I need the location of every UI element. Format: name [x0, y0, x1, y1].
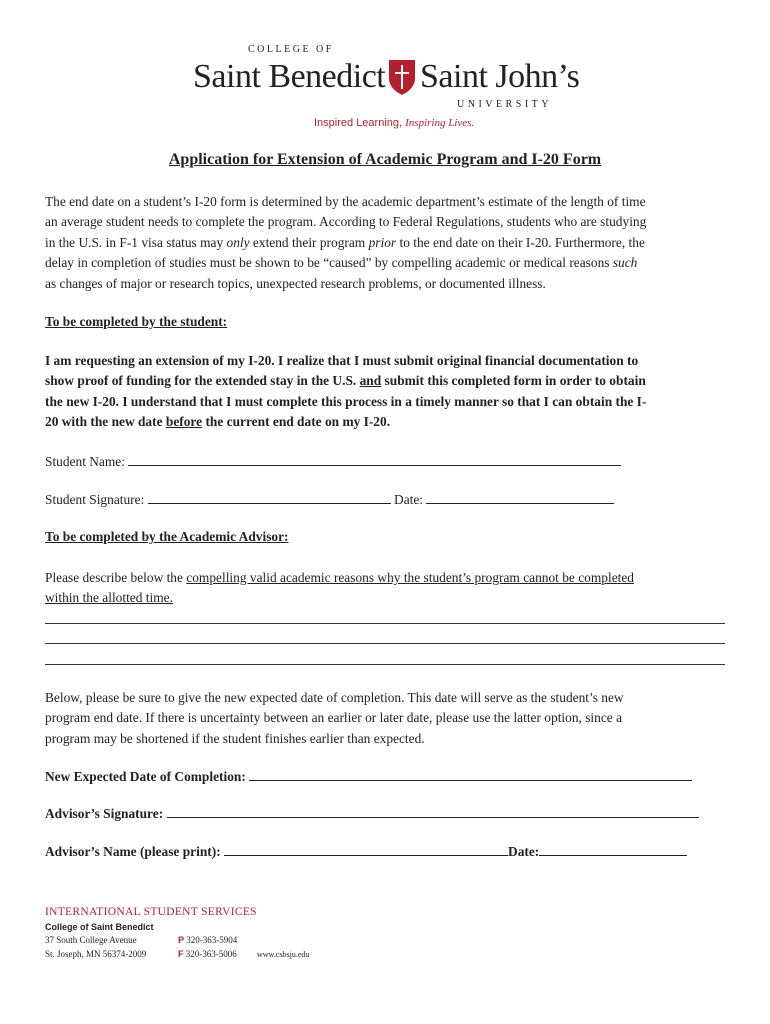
advisor-describe-prompt: Please describe below the compelling valid academic reasons why the student’s program cannot be completed within the allotted time.	[45, 570, 634, 606]
logo-saint-benedict: Saint Benedict	[193, 58, 386, 95]
advisor-name-label: Advisor’s Name (please print):	[45, 844, 221, 859]
new-date-field[interactable]	[249, 767, 692, 781]
new-date-row	[45, 767, 692, 785]
footer-website[interactable]: www.csbsju.edu	[257, 950, 310, 959]
advisor-name-row	[45, 842, 687, 860]
footer-department: INTERNATIONAL STUDENT SERVICES	[45, 906, 257, 918]
reason-line-3[interactable]	[45, 664, 725, 665]
advisor-name-field[interactable]	[224, 842, 508, 856]
logo-college-of: COLLEGE OF	[248, 44, 334, 55]
logo-saint-johns: Saint John’s	[420, 58, 580, 95]
advisor-signature-row	[45, 804, 699, 822]
advisor-section-heading: To be completed by the Academic Advisor:	[45, 529, 289, 544]
footer-fax: F 320-363-5006	[178, 949, 237, 959]
student-date-field[interactable]	[426, 490, 614, 504]
new-date-label: New Expected Date of Completion:	[45, 769, 246, 784]
student-date-label: Date:	[394, 492, 424, 507]
footer-college: College of Saint Benedict	[45, 922, 154, 932]
shield-cross-icon	[387, 58, 417, 96]
intro-paragraph: The end date on a student’s I-20 form is determined by the academic department’s estimate of the length of time an average student needs to complete the program. According to Federal Regulations, students who are studying in the U.S. in F-1 visa status may only extend their program prior to the end date on their I-20. Furthermore, the delay in completion of studies must be shown to be “caused” by compelling academic or medical reasons such as changes of major or research topics, unexpected research problems, or documented illness.	[45, 194, 647, 291]
student-signature-row	[45, 490, 614, 508]
completion-date-instructions: Below, please be sure to give the new expected date of completion. This date will serve as the student’s new program end date. If there is uncertainty between an earlier or later date, please use the latter option, since a program may be shortened if the student finishes earlier than expected.	[45, 690, 624, 746]
tagline: Inspired Learning, Inspiring Lives.	[314, 117, 475, 129]
advisor-date-field[interactable]	[539, 842, 687, 856]
student-signature-field[interactable]	[148, 490, 391, 504]
advisor-signature-label: Advisor’s Signature:	[45, 806, 164, 821]
footer-address-2: St. Joseph, MN 56374-2009	[45, 949, 147, 959]
reason-line-2[interactable]	[45, 643, 725, 644]
student-name-row	[45, 452, 621, 470]
student-section-heading: To be completed by the student:	[45, 314, 228, 329]
advisor-date-label: Date:	[508, 844, 540, 859]
footer-address-1: 37 South College Avenue	[45, 935, 137, 945]
student-signature-label: Student Signature:	[45, 492, 145, 507]
logo-university: UNIVERSITY	[457, 99, 552, 110]
advisor-signature-field[interactable]	[167, 804, 699, 818]
page-title: Application for Extension of Academic Program and I-20 Form	[168, 151, 602, 168]
reason-line-1[interactable]	[45, 623, 725, 624]
student-name-field[interactable]	[128, 452, 621, 466]
student-name-label: Student Name:	[45, 454, 125, 469]
footer-phone: P 320-363-5904	[178, 935, 238, 945]
student-statement: I am requesting an extension of my I-20. I realize that I must submit original financial documentation to show proof of funding for the extended stay in the U.S. and submit this completed form in order to obtain the new I-20. I understand that I must complete this process in a timely manner so that I can obtain the I- 20 with the new date before the current end date on my I-20.	[45, 353, 647, 430]
